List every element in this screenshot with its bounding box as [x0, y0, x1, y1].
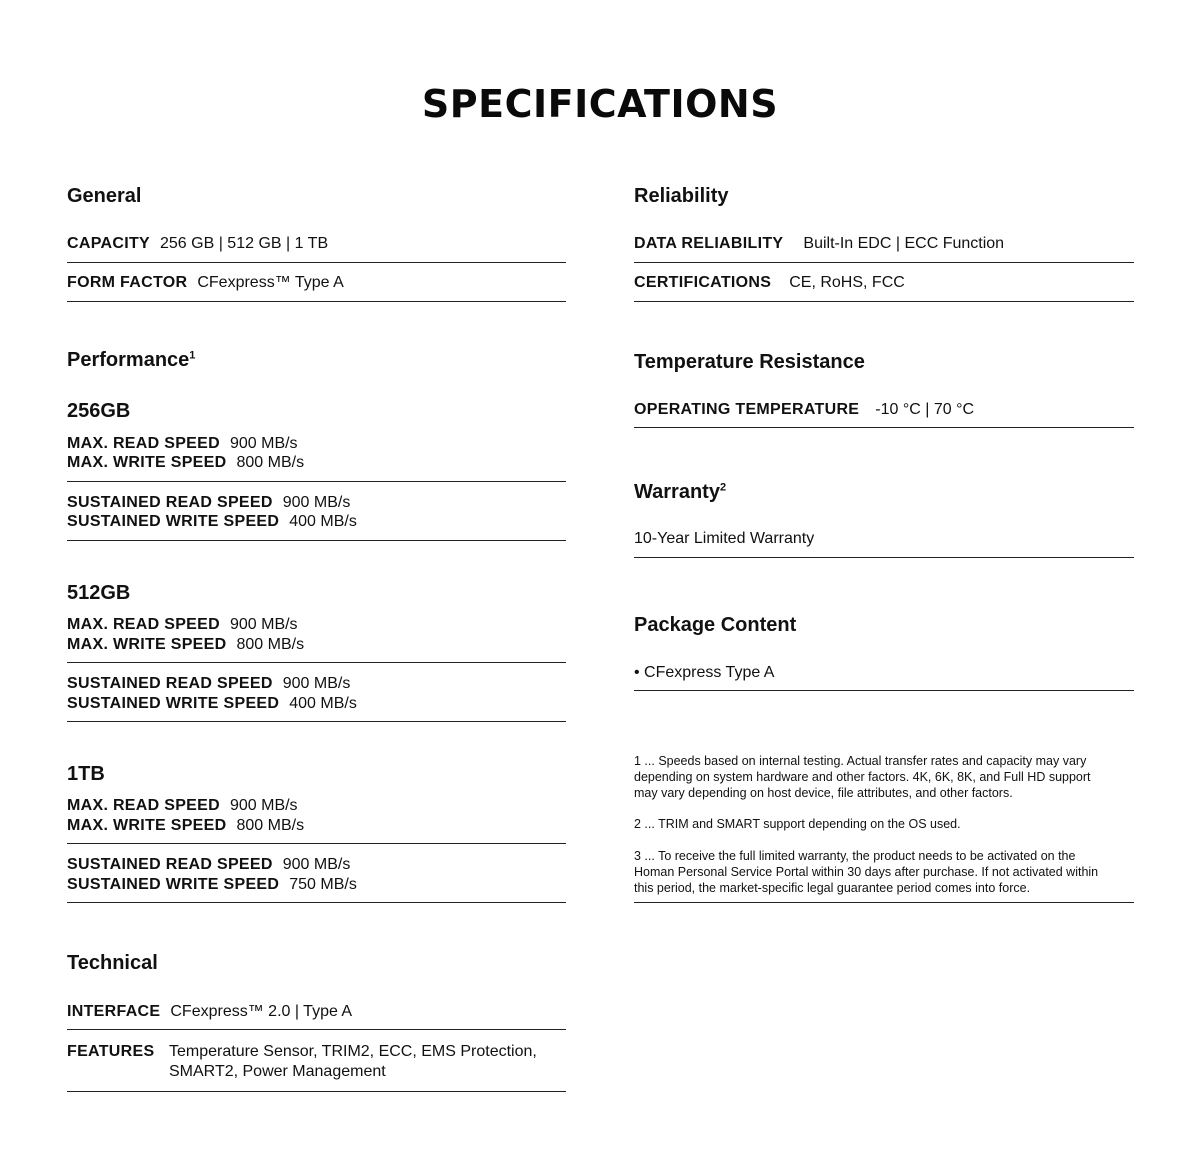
- divider: [67, 481, 566, 482]
- data-reliability-value: Built-In EDC | ECC Function: [803, 235, 1005, 252]
- footnote-line: 1 ... Speeds based on internal testing. Actual transfer rates and capacity may vary: [634, 754, 1087, 768]
- features-label: FEATURES: [67, 1043, 155, 1060]
- divider: [67, 540, 566, 541]
- operating-temperature-row: [634, 400, 974, 420]
- sustained-write-value: 400 MB/s: [289, 513, 357, 530]
- max-write-label: MAX. WRITE SPEED: [67, 817, 227, 834]
- form-factor-row: [67, 273, 344, 293]
- max-write-row: [67, 816, 304, 836]
- features-line: SMART2, Power Management: [169, 1063, 386, 1080]
- sustained-write-row: [67, 875, 357, 895]
- sustained-write-label: SUSTAINED WRITE SPEED: [67, 876, 280, 893]
- divider: [67, 721, 566, 722]
- package-item: • CFexpress Type A: [634, 664, 775, 681]
- reliability-heading: Reliability: [634, 185, 729, 207]
- sustained-read-row: [67, 493, 350, 513]
- footnote-1: [634, 753, 1154, 801]
- max-read-row: [67, 796, 298, 816]
- divider: [634, 557, 1134, 558]
- capacity-row: [67, 234, 328, 254]
- interface-row: [67, 1002, 352, 1022]
- form-factor-label: FORM FACTOR: [67, 274, 188, 291]
- max-read-row: [67, 615, 298, 635]
- max-read-label: MAX. READ SPEED: [67, 616, 220, 633]
- sustained-read-label: SUSTAINED READ SPEED: [67, 494, 273, 511]
- footnote-line: this period, the market-specific legal guarantee period comes into force.: [634, 881, 1031, 895]
- certifications-row: [634, 273, 905, 293]
- warranty-text: 10-Year Limited Warranty: [634, 530, 815, 547]
- performance-heading: [67, 349, 195, 372]
- max-write-value: 800 MB/s: [236, 454, 305, 471]
- capacity-variant-title: 1TB: [67, 763, 105, 785]
- capacity-value: 256 GB | 512 GB | 1 TB: [160, 235, 329, 252]
- divider: [634, 690, 1134, 691]
- sustained-write-row: [67, 512, 357, 532]
- divider: [67, 1091, 566, 1092]
- certifications-value: CE, RoHS, FCC: [789, 274, 905, 291]
- footnote-line: may vary depending on host device, file attributes, and other factors.: [634, 786, 1013, 800]
- max-read-value: 900 MB/s: [229, 435, 298, 452]
- sustained-read-row: [67, 674, 350, 694]
- max-write-value: 800 MB/s: [236, 636, 305, 653]
- interface-value: CFexpress™ 2.0 | Type A: [170, 1003, 353, 1020]
- performance-heading-text: Performance: [67, 349, 190, 371]
- divider: [67, 662, 566, 663]
- warranty-heading: [634, 481, 726, 504]
- technical-heading: Technical: [67, 952, 158, 974]
- interface-label: INTERFACE: [67, 1003, 161, 1020]
- sustained-read-value: 900 MB/s: [282, 856, 351, 873]
- max-read-label: MAX. READ SPEED: [67, 435, 220, 452]
- sustained-write-label: SUSTAINED WRITE SPEED: [67, 513, 280, 530]
- divider: [67, 301, 566, 302]
- form-factor-value: CFexpress™ Type A: [197, 274, 344, 291]
- footnote-3: [634, 848, 1154, 896]
- max-read-value: 900 MB/s: [229, 797, 298, 814]
- divider: [67, 843, 566, 844]
- sustained-read-label: SUSTAINED READ SPEED: [67, 856, 273, 873]
- footnote-line: depending on system hardware and other factors. 4K, 6K, 8K, and Full HD support: [634, 770, 1091, 784]
- features-line: Temperature Sensor, TRIM2, ECC, EMS Protection,: [169, 1043, 537, 1060]
- max-write-label: MAX. WRITE SPEED: [67, 454, 227, 471]
- footnote-line: 2 ... TRIM and SMART support depending on the OS used.: [634, 817, 961, 831]
- divider: [634, 262, 1134, 263]
- sustained-read-value: 900 MB/s: [282, 675, 351, 692]
- warranty-heading-text: Warranty: [634, 481, 720, 503]
- package-heading: Package Content: [634, 614, 797, 636]
- divider: [67, 262, 566, 263]
- max-write-row: [67, 635, 304, 655]
- capacity-label: CAPACITY: [67, 235, 150, 252]
- temperature-heading: Temperature Resistance: [634, 351, 865, 373]
- footnote-ref-1: 1: [189, 349, 196, 362]
- divider: [67, 902, 566, 903]
- max-read-row: [67, 434, 298, 454]
- max-write-label: MAX. WRITE SPEED: [67, 636, 227, 653]
- sustained-read-value: 900 MB/s: [282, 494, 351, 511]
- max-write-value: 800 MB/s: [236, 817, 305, 834]
- divider: [67, 1029, 566, 1030]
- divider: [634, 301, 1134, 302]
- footnote-2: [634, 816, 1154, 832]
- divider: [634, 902, 1134, 903]
- sustained-write-value: 400 MB/s: [289, 695, 357, 712]
- divider: [634, 427, 1134, 428]
- max-read-label: MAX. READ SPEED: [67, 797, 220, 814]
- operating-temperature-label: OPERATING TEMPERATURE: [634, 401, 860, 418]
- max-read-value: 900 MB/s: [229, 616, 298, 633]
- capacity-variant-title: 256GB: [67, 400, 131, 422]
- sustained-write-row: [67, 694, 357, 714]
- sustained-read-row: [67, 855, 350, 875]
- footnote-ref-2: 2: [719, 481, 727, 494]
- footnote-line: 3 ... To receive the full limited warranty, the product needs to be activated on the: [634, 849, 1076, 863]
- data-reliability-label: DATA RELIABILITY: [634, 235, 784, 252]
- footnote-line: Homan Personal Service Portal within 30 days after purchase. If not activated within: [634, 865, 1099, 879]
- max-write-row: [67, 453, 304, 473]
- page-title: SPECIFICATIONS: [421, 82, 779, 126]
- sustained-read-label: SUSTAINED READ SPEED: [67, 675, 273, 692]
- operating-temperature-value: -10 °C | 70 °C: [875, 401, 975, 418]
- capacity-variant-title: 512GB: [67, 582, 131, 604]
- general-heading: General: [67, 185, 142, 207]
- sustained-write-value: 750 MB/s: [289, 876, 357, 893]
- data-reliability-row: [634, 234, 1004, 254]
- features-value: [169, 1042, 569, 1082]
- certifications-label: CERTIFICATIONS: [634, 274, 772, 291]
- sustained-write-label: SUSTAINED WRITE SPEED: [67, 695, 280, 712]
